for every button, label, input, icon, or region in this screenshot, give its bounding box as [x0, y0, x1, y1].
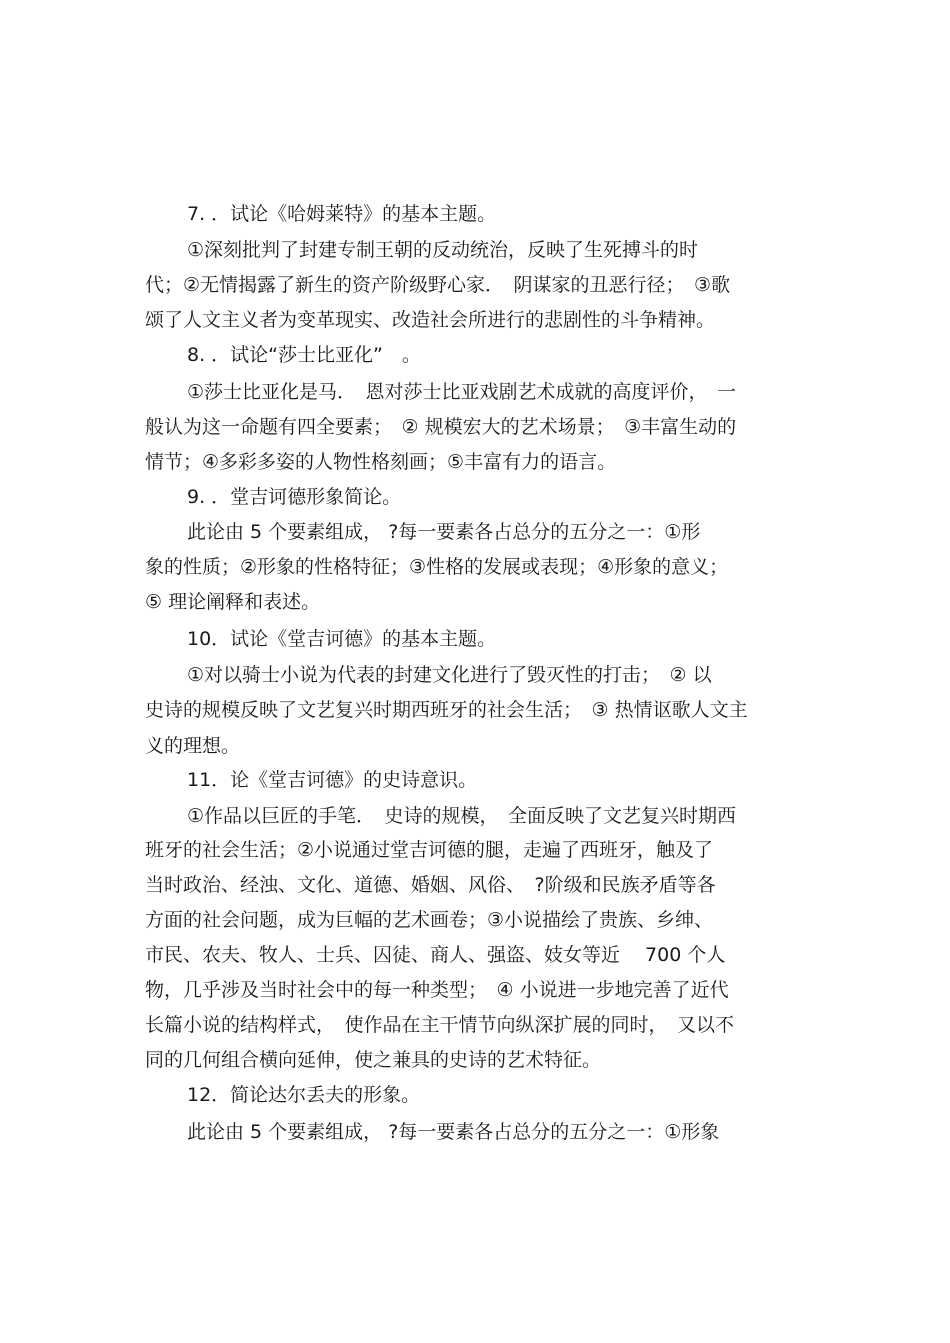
heading-7: 7. ．试论《哈姆莱特》的基本主题。: [187, 203, 497, 225]
paragraph-line: 颂了人文主义者为变革现实、改造社会所进行的悲剧性的斗争精神。: [145, 309, 716, 331]
paragraph-line: ①对以骑士小说为代表的封建文化进行了毁灭性的打击； ② 以: [187, 664, 712, 686]
heading-12: 12．简论达尔丢夫的形象。: [187, 1084, 421, 1106]
paragraph-line: 长篇小说的结构样式， 使作品在主干情节向纵深扩展的同时， 又以不: [145, 1014, 735, 1036]
heading-11: 11．论《堂吉诃德》的史诗意识。: [187, 769, 478, 791]
paragraph-line: 当时政治、经浊、文化、道德、婚姻、风俗、 ?阶级和民族矛盾等各: [145, 874, 716, 896]
paragraph-line: 物，几乎涉及当时社会中的每一种类型； ④ 小说进一步地完善了近代: [145, 979, 729, 1001]
paragraph-line: 此论由 5 个要素组成， ?每一要素各占总分的五分之一：①形: [187, 521, 701, 543]
paragraph-line: 市民、农夫、牧人、士兵、囚徒、商人、强盗、妓女等近 700 个人: [145, 944, 726, 966]
paragraph-line: 史诗的规模反映了文艺复兴时期西班牙的社会生活； ③ 热情讴歌人文主: [145, 699, 748, 721]
paragraph-line: 代；②无情揭露了新生的资产阶级野心家． 阴谋家的丑恶行径； ③歌: [145, 274, 731, 296]
paragraph-line: 情节；④多彩多姿的人物性格刻画；⑤丰富有力的语言。: [145, 451, 617, 473]
heading-9: 9. ．堂吉诃德形象简论。: [187, 486, 402, 508]
heading-8: 8. ．试论“莎士比亚化” 。: [187, 344, 421, 366]
paragraph-line: ⑤ 理论阐释和表述。: [145, 591, 321, 613]
paragraph-line: ①作品以巨匠的手笔． 史诗的规模， 全面反映了文艺复兴时期西: [187, 805, 737, 827]
paragraph-line: ①深刻批判了封建专制王朝的反动统治，反映了生死搏斗的时: [187, 239, 699, 261]
paragraph-line: ①莎士比亚化是马． 恩对莎士比亚戏剧艺术成就的高度评价， 一: [187, 381, 737, 403]
paragraph-line: 方面的社会问题，成为巨幅的艺术画卷；③小说描绘了贵族、乡绅、: [145, 909, 714, 931]
paragraph-line: 义的理想。: [145, 735, 241, 757]
paragraph-line: 此论由 5 个要素组成， ?每一要素各占总分的五分之一：①形象: [187, 1121, 720, 1143]
paragraph-line: 象的性质；②形象的性格特征；③性格的发展或表现；④形象的意义；: [145, 556, 729, 578]
paragraph-line: 同的几何组合横向延伸，使之兼具的史诗的艺术特征。: [145, 1049, 602, 1071]
heading-10: 10．试论《堂吉诃德》的基本主题。: [187, 628, 497, 650]
paragraph-line: 般认为这一命题有四全要素； ② 规模宏大的艺术场景； ③丰富生动的: [145, 416, 737, 438]
paragraph-line: 班牙的社会生活；②小说通过堂吉诃德的腿，走遍了西班牙，触及了: [145, 839, 714, 861]
